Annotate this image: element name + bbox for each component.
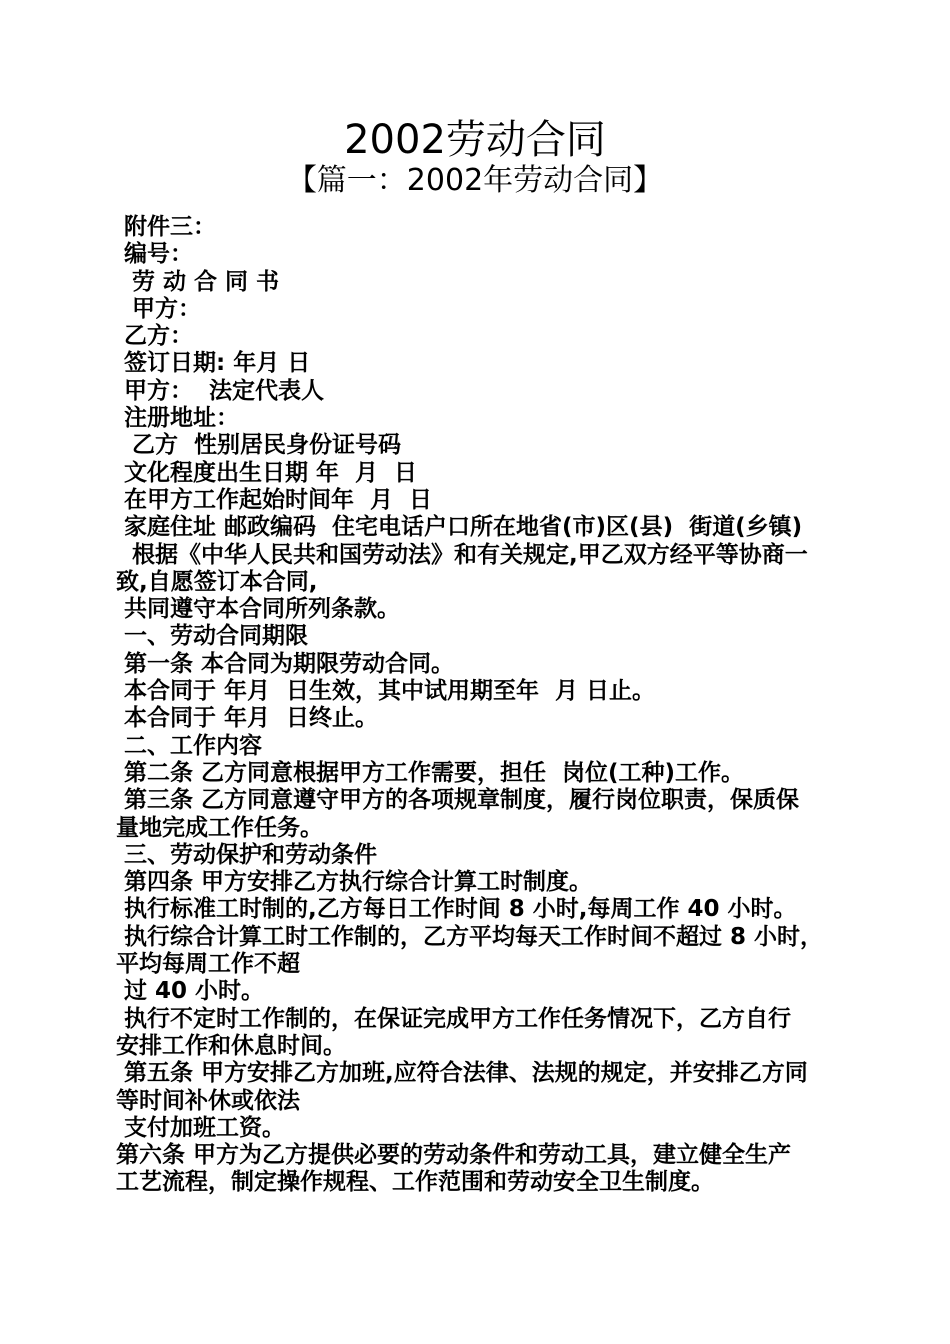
document-line: 支付加班工资。 — [116, 1114, 286, 1141]
document-line: 第二条 乙方同意根据甲方工作需要，担任 岗位(工种)工作。 — [116, 759, 745, 786]
document-line: 过 40 小时。 — [116, 978, 265, 1005]
document-line: 等时间补休或依法 — [116, 1087, 300, 1114]
document-line: 甲方： 法定代表人 — [116, 377, 325, 404]
document-line: 安排工作和休息时间。 — [116, 1032, 346, 1059]
document-line: 二、工作内容 — [116, 732, 263, 759]
document-line: 第四条 甲方安排乙方执行综合计算工时制度。 — [116, 869, 593, 896]
document-line: 本合同于 年月 日生效，其中试用期至年 月 日止。 — [116, 678, 656, 705]
document-line: 致,自愿签订本合同, — [116, 568, 318, 595]
document-line: 注册地址： — [116, 405, 240, 432]
document-line: 共同遵守本合同所列条款。 — [116, 596, 401, 623]
document-line: 签订日期: 年月 日 — [116, 350, 311, 377]
document-line: 执行不定时工作制的，在保证完成甲方工作任务情况下，乙方自行 — [116, 1005, 792, 1032]
document-body — [116, 214, 836, 1197]
document-line: 平均每周工作不超 — [116, 951, 300, 978]
document-line: 在甲方工作起始时间年 月 日 — [116, 486, 433, 513]
document-line: 执行标准工时制的,乙方每日工作时间 8 小时,每周工作 40 小时。 — [116, 896, 797, 923]
document-line: 文化程度出生日期 年 月 日 — [116, 459, 418, 486]
document-title: 2002劳动合同 — [344, 117, 606, 163]
document-line: 工艺流程，制定操作规程、工作范围和劳动安全卫生制度。 — [116, 1169, 714, 1196]
document-line: 本合同于 年月 日终止。 — [116, 705, 379, 732]
document-line: 第五条 甲方安排乙方加班,应符合法律、法规的规定，并安排乙方同 — [116, 1060, 808, 1087]
document-line: 家庭住址 邮政编码 住宅电话户口所在地省(市)区(县) 街道(乡镇) — [116, 514, 803, 541]
document-line: 劳 动 合 同 书 — [116, 268, 280, 295]
document-subtitle: 【篇一：2002年劳动合同】 — [286, 163, 664, 198]
document-line: 编号： — [116, 241, 194, 268]
document-line: 乙方 性别居民身份证号码 — [116, 432, 402, 459]
document-line: 甲方： — [116, 295, 202, 322]
document-line: 第三条 乙方同意遵守甲方的各项规章制度，履行岗位职责，保质保 — [116, 787, 800, 814]
document-line: 第六条 甲方为乙方提供必要的劳动条件和劳动工具，建立健全生产 — [116, 1142, 792, 1169]
document-line: 第一条 本合同为期限劳动合同。 — [116, 650, 455, 677]
document-line: 根据《中华人民共和国劳动法》和有关规定,甲乙双方经平等协商一 — [116, 541, 808, 568]
document-line: 三、劳动保护和劳动条件 — [116, 841, 378, 868]
document-line: 附件三： — [116, 214, 217, 240]
document-line: 一、劳动合同期限 — [116, 623, 309, 650]
document-line: 执行综合计算工时工作制的，乙方平均每天工作时间不超过 8 小时， — [116, 923, 824, 950]
document-line: 量地完成工作任务。 — [116, 814, 323, 841]
document-line: 乙方： — [116, 323, 194, 350]
